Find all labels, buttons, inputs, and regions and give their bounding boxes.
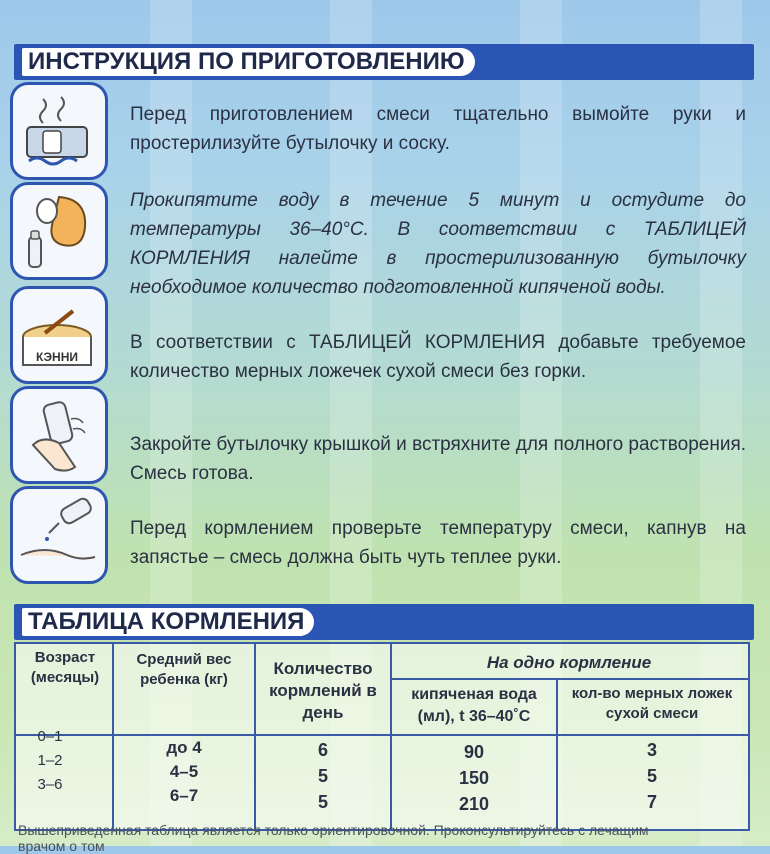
cell-age: 0–1 <box>37 728 63 745</box>
table-divider <box>556 678 558 829</box>
table-divider <box>390 644 392 829</box>
footer-note <box>18 822 758 854</box>
instructions-title: ИНСТРУКЦИЯ ПО ПРИГОТОВЛЕНИЮ <box>22 48 475 76</box>
header-feedings: Количество кормлений в день <box>269 659 377 722</box>
cell-feedings: 5 <box>317 792 328 812</box>
shaking-bottle-icon <box>10 386 108 484</box>
cell-water: 90 <box>463 742 485 762</box>
step-4-text: Закройте бутылочку крышкой и встряхните для полного растворения. Смесь готова. <box>130 434 747 484</box>
table-divider <box>390 678 748 680</box>
step-2-text: Прокипятите воду в течение 5 минут и остудите до температуры 36–40°С. В соответствии с ТАБЛИЦЕЙ КОРМЛЕНИЯ налейте в простерилизованную бутылочку необходимое количество подготовленной кипяченой воды. <box>130 190 746 298</box>
header-water: кипяченая вода (мл), t 36–40˚С <box>411 686 537 725</box>
cell-weight: 4–5 <box>169 762 199 781</box>
feeding-table-title: ТАБЛИЦА КОРМЛЕНИЯ <box>22 608 314 636</box>
step-1-text: Перед приготовлением смеси тщательно вымойте руки и простерилизуйте бутылочку и соску. <box>130 104 746 154</box>
cell-scoops: 7 <box>646 792 657 812</box>
steam-pot-icon <box>10 82 108 180</box>
step-3-text: В соответствии с ТАБЛИЦЕЙ КОРМЛЕНИЯ добавьте требуемое количество мерных ложечек сухой смеси без горки. <box>130 332 746 382</box>
header-age: Возраст (месяцы) <box>30 649 100 686</box>
cell-weight: до 4 <box>166 738 202 757</box>
cell-water: 150 <box>458 768 490 788</box>
instructions-header <box>14 44 754 80</box>
table-divider <box>254 644 256 829</box>
header-per-feeding: На одно кормление <box>486 653 652 672</box>
header-scoops: кол-во мерных ложек сухой смеси <box>571 685 733 722</box>
table-divider <box>112 644 114 829</box>
cell-scoops: 5 <box>646 766 657 786</box>
cell-weight: 6–7 <box>169 786 199 805</box>
cell-water: 210 <box>458 794 490 814</box>
footer-line-1: Вышеприведенная таблица является только ориентировочной. Проконсультируйтесь с лечащим <box>18 822 649 838</box>
step-5-text: Перед кормлением проверьте температуру смеси, капнув на запястье – смесь должна быть чуть теплее руки. <box>130 518 746 568</box>
cell-feedings: 5 <box>317 766 328 786</box>
tin-label: КЭННИ <box>36 350 78 364</box>
header-weight: Средний вес ребенка (кг) <box>136 651 232 688</box>
scoop-tin-icon <box>10 286 108 384</box>
footer-line-2: врачом о том <box>18 838 105 854</box>
kettle-bottle-icon <box>10 182 108 280</box>
cell-feedings: 6 <box>317 740 328 760</box>
wrist-test-icon <box>10 486 108 584</box>
feeding-table-header <box>14 604 754 640</box>
cell-age: 1–2 <box>37 752 63 769</box>
feeding-table <box>14 642 750 831</box>
table-divider <box>16 734 748 736</box>
cell-age: 3–6 <box>37 776 63 793</box>
cell-scoops: 3 <box>646 740 657 760</box>
